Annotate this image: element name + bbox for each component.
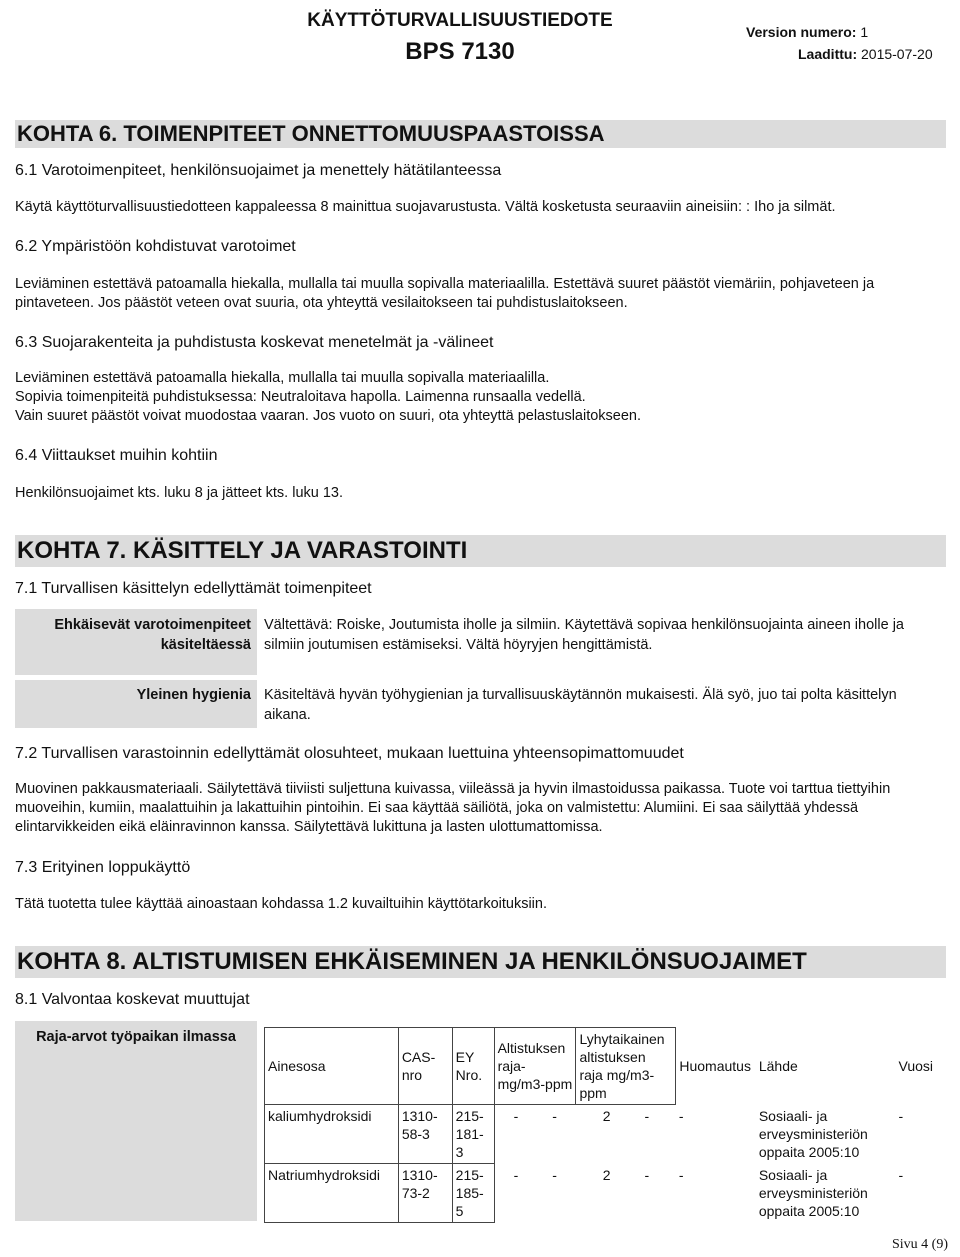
section-7-2-title: 7.2 Turvallisen varastoinnin edellyttämät olosuhteet, mukaan luettuina yhteensopimattomuudet [15,745,684,762]
section-6-1-text: Käytä käyttöturvallisuustiedotteen kappaleessa 8 mainittua suojavarustusta. Vältä kosketusta seuraaviin aineisiin: : Iho ja silmät. [15,199,836,215]
section-6-3-line-1: Leviäminen estettävä patoamalla hiekalla, mullalla tai muulla sopivalla materiaalilla. [15,370,550,386]
section-6-heading: KOHTA 6. TOIMENPITEET ONNETTOMUUSPAASTOISSA [15,120,946,148]
section-6-2-text: Leviäminen estettävä patoamalla hiekalla, mullalla tai muulla sopivalla materiaalilla. Estettävä suuret päästöt viemäriin, pohjaveteen ja pintaveteen. Jos päästöt veteen ovat suuria, ota yhteyttä vesilaitokseen tai puhdistuslaitokseen. [15,276,875,311]
handling-precautions-value: Vältettävä: Roiske, Joutumista iholle ja silmiin. Käytettävä sopivaa henkilönsuojainta aineen iholle ja silmiin joutumisen estämiseksi. Vältä höyryjen hengittämistä. [264,617,904,653]
cell-exposure-ppm: - [552,1108,557,1124]
section-7-heading: KOHTA 7. KÄSITTELY JA VARASTOINTI [15,535,946,567]
col-header-cas: CAS-nro [398,1028,452,1105]
cell-ec: 215-185-5 [452,1164,494,1223]
col-header-source: Lähde [758,1058,798,1074]
cell-source: Sosiaali- ja erveysministeriön oppaita 2005:10 [758,1107,868,1160]
cell-exposure-limit [494,1105,576,1164]
col-header-short-term-limit: Lyhytaikainen altistuksen raja mg/m3-ppm [576,1028,676,1105]
date-info [798,46,933,62]
col-header-note: Huomautus [679,1058,751,1074]
date-value: 2015-07-20 [861,46,933,62]
section-6-3-line-3: Vain suuret päästöt voivat muodostaa vaaran. Jos vuoto on suuri, ota yhteyttä pelastuslaitokseen. [15,408,642,424]
section-6-4-text: Henkilönsuojaimet kts. luku 8 ja jätteet kts. luku 13. [15,485,344,501]
cell-exposure-mg: - [513,1108,519,1124]
col-header-substance: Ainesosa [265,1028,399,1105]
document-title: KÄYTTÖTURVALLISUUSTIEDOTE [307,10,613,31]
page-number: Sivu 4 (9) [892,1237,948,1252]
exposure-limits-table [264,1027,946,1223]
section-7-3-text: Tätä tuotetta tulee käyttää ainoastaan kohdassa 1.2 kuvailtuihin käyttötarkoituksiin. [15,896,547,912]
cell-exposure-limit [494,1164,576,1223]
general-hygiene-value: Käsiteltävä hyvän työhygienian ja turvallisuuskäytännön mukaisesti. Älä syö, juo tai polta käsittelyn aikana. [264,687,897,723]
handling-precautions-label: Ehkäisevät varotoimenpiteet käsiteltäessä [15,609,257,675]
section-6-2-title: 6.2 Ympäristöön kohdistuvat varotoimet [15,238,296,255]
section-8-heading: KOHTA 8. ALTISTUMISEN EHKÄISEMINEN JA HENKILÖNSUOJAIMET [15,946,946,978]
version-value: 1 [860,24,869,40]
cell-source: Sosiaali- ja erveysministeriön oppaita 2005:10 [758,1166,868,1219]
date-label: Laadittu: [798,46,858,62]
col-header-ec: EY Nro. [452,1028,494,1105]
cell-short-term-ppm: - [644,1108,650,1124]
cell-cas: 1310-73-2 [398,1164,452,1223]
cell-short-term-limit [576,1105,676,1164]
cell-exposure-mg: - [513,1166,519,1183]
cell-year: - [898,1107,904,1124]
cell-exposure-ppm: - [552,1166,557,1183]
cell-short-term-limit [576,1164,676,1223]
cell-short-term-mg: 2 [602,1166,611,1183]
version-label: Version numero: [746,24,857,40]
section-7-3-title: 7.3 Erityinen loppukäyttö [15,859,191,876]
table-row [265,1105,946,1164]
cell-note: - [678,1166,684,1183]
cell-short-term-ppm: - [644,1166,650,1183]
table-header-row [265,1028,946,1105]
cell-year: - [898,1166,904,1183]
table-row [265,1164,946,1223]
cell-substance: Natriumhydroksidi [265,1164,399,1223]
version-info [746,24,868,40]
cell-ec: 215-181-3 [452,1105,494,1164]
product-code: BPS 7130 [405,38,515,65]
section-8-1-title: 8.1 Valvontaa koskevat muuttujat [15,991,250,1008]
section-6-4-title: 6.4 Viittaukset muihin kohtiin [15,447,218,464]
cell-note: - [678,1107,684,1124]
col-header-exposure-limit: Altistuksen raja-mg/m3-ppm [494,1028,576,1105]
section-7-1-title: 7.1 Turvallisen käsittelyn edellyttämät toimenpiteet [15,580,372,597]
cell-cas: 1310-58-3 [398,1105,452,1164]
section-6-1-title: 6.1 Varotoimenpiteet, henkilönsuojaimet ja menettely hätätilanteessa [15,162,502,179]
section-6-3-title: 6.3 Suojarakenteita ja puhdistusta koskevat menetelmät ja -välineet [15,334,494,351]
section-6-3-line-2: Sopivia toimenpiteitä puhdistuksessa: Neutraloitava hapolla. Laimenna runsaalla vedellä. [15,389,586,405]
cell-short-term-mg: 2 [602,1108,611,1124]
exposure-limits-label: Raja-arvot työpaikan ilmassa [15,1021,257,1221]
general-hygiene-label: Yleinen hygienia [15,680,257,728]
cell-substance: kaliumhydroksidi [265,1105,399,1164]
col-header-year: Vuosi [898,1058,934,1074]
section-7-2-text: Muovinen pakkausmateriaali. Säilytettävä tiiviisti suljettuna kuivassa, viileässä ja hyvin ilmastoidussa paikassa. Tuote voi tarttua tiettyihin muoveihin, kumiin, maalattuihin ja lakattuihin pintoihin. Ei saa käyttää säiliötä, joka on valmistettu: Alumiini. Ei saa säilyttää yhdessä elintarvikkeiden eikä eläinravinnon kanssa. Säilytettävä lukittuna ja lasten ulottumattomissa. [15,781,891,835]
